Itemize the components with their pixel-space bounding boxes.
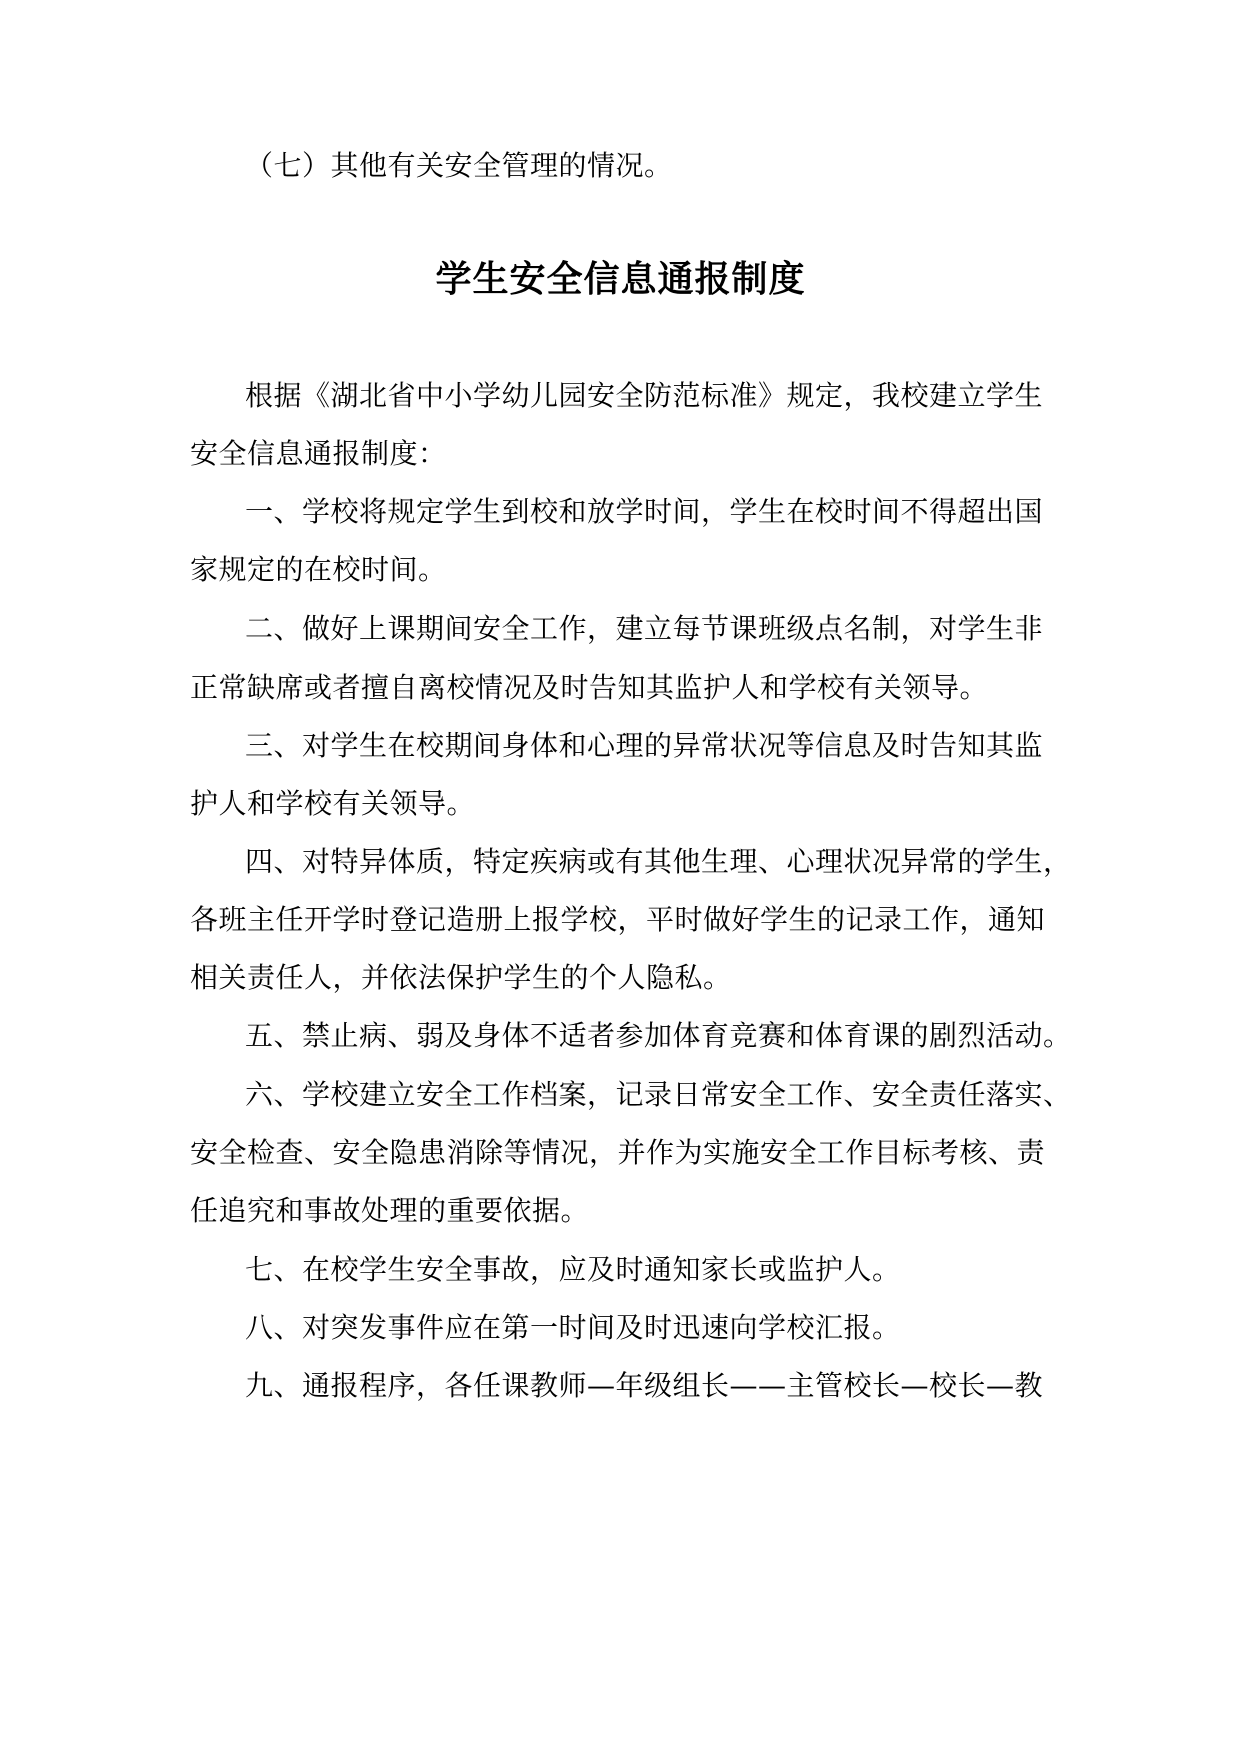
preceding-item-text: （七）其他有关安全管理的情况。	[245, 149, 673, 182]
paragraph-7-line-1: 六、学校建立安全工作档案，记录日常安全工作、安全责任落实、	[245, 1078, 1072, 1111]
paragraph-6-line-1: 五、禁止病、弱及身体不适者参加体育竞赛和体育课的剧烈活动。	[245, 1019, 1072, 1052]
paragraph-9-line-1: 八、对突发事件应在第一时间及时迅速向学校汇报。	[245, 1311, 901, 1344]
paragraph-4-line-2: 护人和学校有关领导。	[190, 787, 476, 820]
paragraph-1-line-2: 安全信息通报制度：	[190, 437, 447, 470]
paragraph-10-line-1: 九、通报程序，各任课教师—年级组长——主管校长—校长—教	[245, 1369, 1044, 1402]
paragraph-3-line-2: 正常缺席或者擅自离校情况及时告知其监护人和学校有关领导。	[190, 671, 989, 704]
paragraph-5-line-1: 四、对特异体质，特定疾病或有其他生理、心理状况异常的学生，	[245, 845, 1072, 878]
paragraph-1-line-1: 根据《湖北省中小学幼儿园安全防范标准》规定，我校建立学生	[245, 379, 1044, 412]
paragraph-7-line-3: 任追究和事故处理的重要依据。	[190, 1194, 590, 1227]
paragraph-7-line-2: 安全检查、安全隐患消除等情况，并作为实施安全工作目标考核、责	[190, 1136, 1046, 1169]
paragraph-2-line-2: 家规定的在校时间。	[190, 553, 447, 586]
paragraph-2-line-1: 一、学校将规定学生到校和放学时间，学生在校时间不得超出国	[245, 495, 1044, 528]
document-title: 学生安全信息通报制度	[435, 258, 806, 300]
paragraph-5-line-2: 各班主任开学时登记造册上报学校，平时做好学生的记录工作，通知	[190, 903, 1046, 936]
paragraph-4-line-1: 三、对学生在校期间身体和心理的异常状况等信息及时告知其监	[245, 729, 1044, 762]
paragraph-3-line-1: 二、做好上课期间安全工作，建立每节课班级点名制，对学生非	[245, 612, 1044, 645]
paragraph-5-line-3: 相关责任人，并依法保护学生的个人隐私。	[190, 961, 732, 994]
paragraph-8-line-1: 七、在校学生安全事故，应及时通知家长或监护人。	[245, 1253, 901, 1286]
